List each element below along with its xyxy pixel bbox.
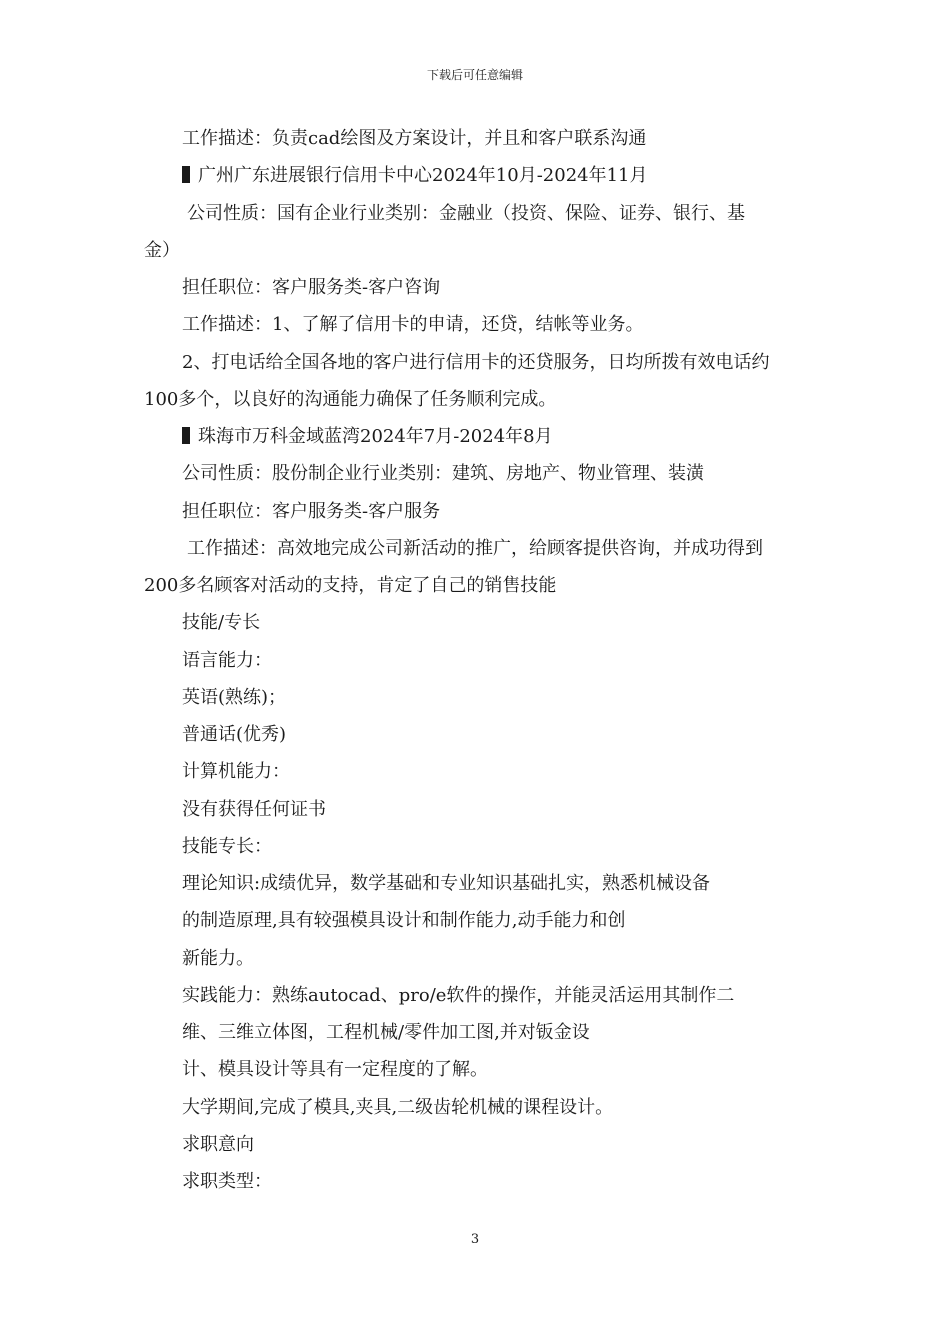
- text-line: 理论知识:成绩优异，数学基础和专业知识基础扎实，熟悉机械设备: [182, 873, 711, 894]
- text-line: 公司性质：国有企业行业类别：金融业（投资、保险、证券、银行、基: [187, 203, 745, 224]
- text-line: 工作描述：1、了解了信用卡的申请，还贷，结帐等业务。: [182, 314, 644, 335]
- text-line: 工作描述：负责cad绘图及方案设计，并且和客户联系沟通: [182, 128, 647, 149]
- text-line: 2、打电话给全国各地的客户进行信用卡的还贷服务，日均所拨有效电话约: [182, 352, 770, 373]
- text-line: 技能专长：: [182, 836, 272, 857]
- text-line: 担任职位：客户服务类-客户服务: [182, 501, 441, 522]
- bullet-bar-icon: [182, 427, 190, 444]
- text-line: 100多个，以良好的沟通能力确保了任务顺利完成。: [144, 389, 557, 410]
- text-line: 计、模具设计等具有一定程度的了解。: [182, 1059, 488, 1080]
- section-heading: [182, 425, 553, 449]
- text-line: 工作描述：高效地完成公司新活动的推广，给顾客提供咨询，并成功得到: [187, 538, 763, 559]
- text-line: 实践能力：熟练autocad、pro/e软件的操作，并能灵活运用其制作二: [182, 985, 735, 1006]
- text-line: 金）: [144, 240, 180, 261]
- text-line: 大学期间,完成了模具,夹具,二级齿轮机械的课程设计。: [182, 1097, 614, 1118]
- text-line: 计算机能力：: [182, 761, 290, 782]
- section-heading: [182, 164, 648, 188]
- text-line: 技能/专长: [182, 612, 261, 633]
- text-line: 求职类型：: [182, 1171, 272, 1192]
- company-heading: 珠海市万科金域蓝湾2024年7月-2024年8月: [198, 426, 553, 447]
- text-line: 普通话(优秀): [182, 724, 287, 745]
- text-line: 200多名顾客对活动的支持，肯定了自己的销售技能: [144, 575, 557, 596]
- company-heading: 广州广东进展银行信用卡中心2024年10月-2024年11月: [198, 165, 648, 186]
- page-number: 3: [470, 1232, 480, 1247]
- text-line: 公司性质：股份制企业行业类别：建筑、房地产、物业管理、装潢: [182, 463, 704, 484]
- page-header: 下载后可任意编辑: [426, 68, 523, 82]
- text-line: 的制造原理,具有较强模具设计和制作能力,动手能力和创: [182, 910, 626, 931]
- text-line: 语言能力：: [182, 650, 272, 671]
- text-line: 担任职位：客户服务类-客户咨询: [182, 277, 441, 298]
- bullet-bar-icon: [182, 166, 190, 183]
- text-line: 英语(熟练)；: [182, 687, 287, 708]
- text-line: 求职意向: [182, 1134, 254, 1155]
- text-line: 没有获得任何证书: [182, 799, 326, 820]
- text-line: 维、三维立体图，工程机械/零件加工图,并对钣金设: [182, 1022, 590, 1043]
- text-line: 新能力。: [182, 948, 254, 969]
